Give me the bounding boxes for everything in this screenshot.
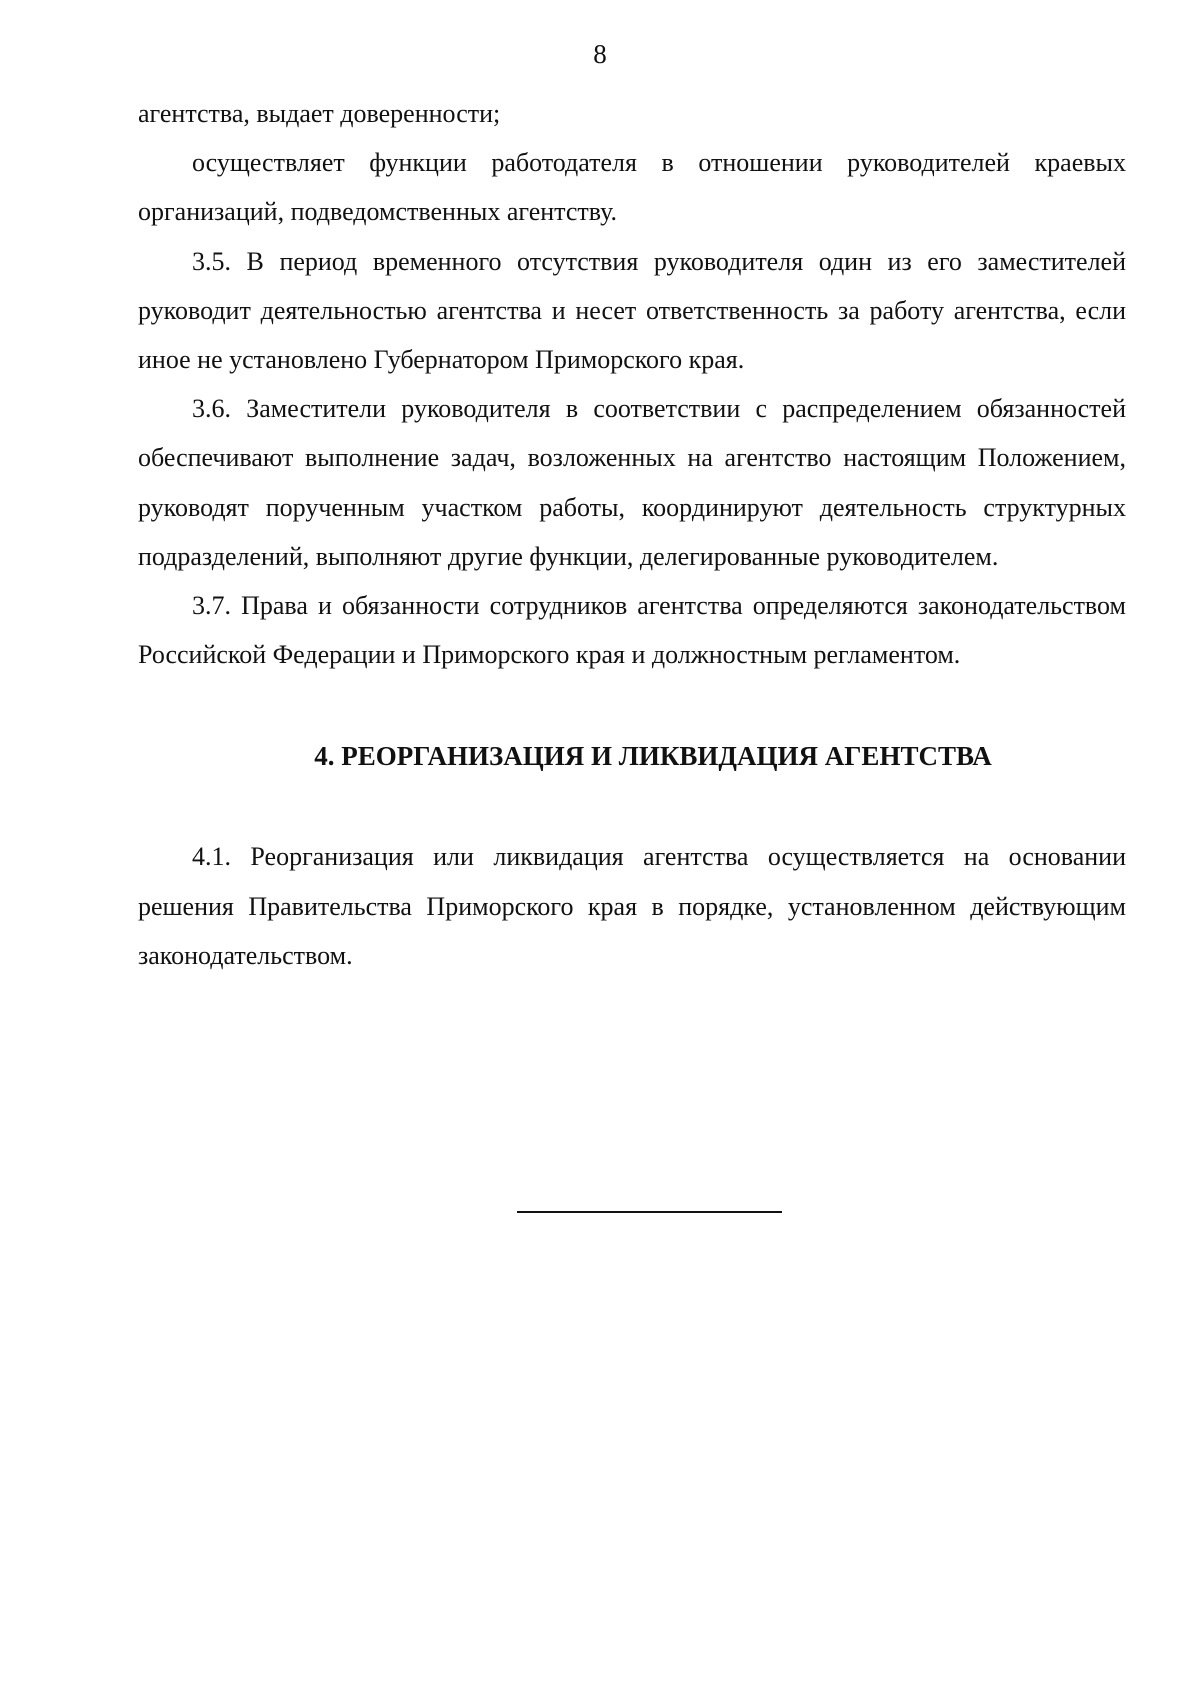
document-body — [138, 89, 1126, 980]
paragraph-3-6: 3.6. Заместители руководителя в соответствии с распределением обязанностей обеспечивают выполнение задач, возложенных на агентство настоящим Положением, руководят порученным участком работы, координируют деятельность структурных подразделений, выполняют другие функции, делегированные руководителем. — [138, 394, 1126, 571]
paragraph-3-5: 3.5. В период временного отсутствия руководителя один из его заместителей руководит деятельностью агентства и несет ответственность за работу агентства, если иное не установлено Губернатором Приморского края. — [138, 246, 1126, 375]
paragraph-continuation: агентства, выдает доверенности; — [138, 99, 501, 128]
paragraph-4-1: 4.1. Реорганизация или ликвидация агентства осуществляется на основании решения Правительства Приморского края в порядке, установленном действующим законодательством. — [138, 842, 1126, 970]
paragraph-3-7: 3.7. Права и обязанности сотрудников агентства определяются законодательством Российской Федерации и Приморского края и должностным регламентом. — [138, 591, 1126, 670]
paragraph-employer-functions: осуществляет функции работодателя в отношении руководителей краевых организаций, подведомственных агентству. — [138, 148, 1126, 227]
end-of-document-rule — [517, 1211, 782, 1213]
section-4-heading: 4. РЕОРГАНИЗАЦИЯ И ЛИКВИДАЦИЯ АГЕНТСТВА — [314, 741, 992, 772]
page-number: 8 — [593, 39, 607, 69]
